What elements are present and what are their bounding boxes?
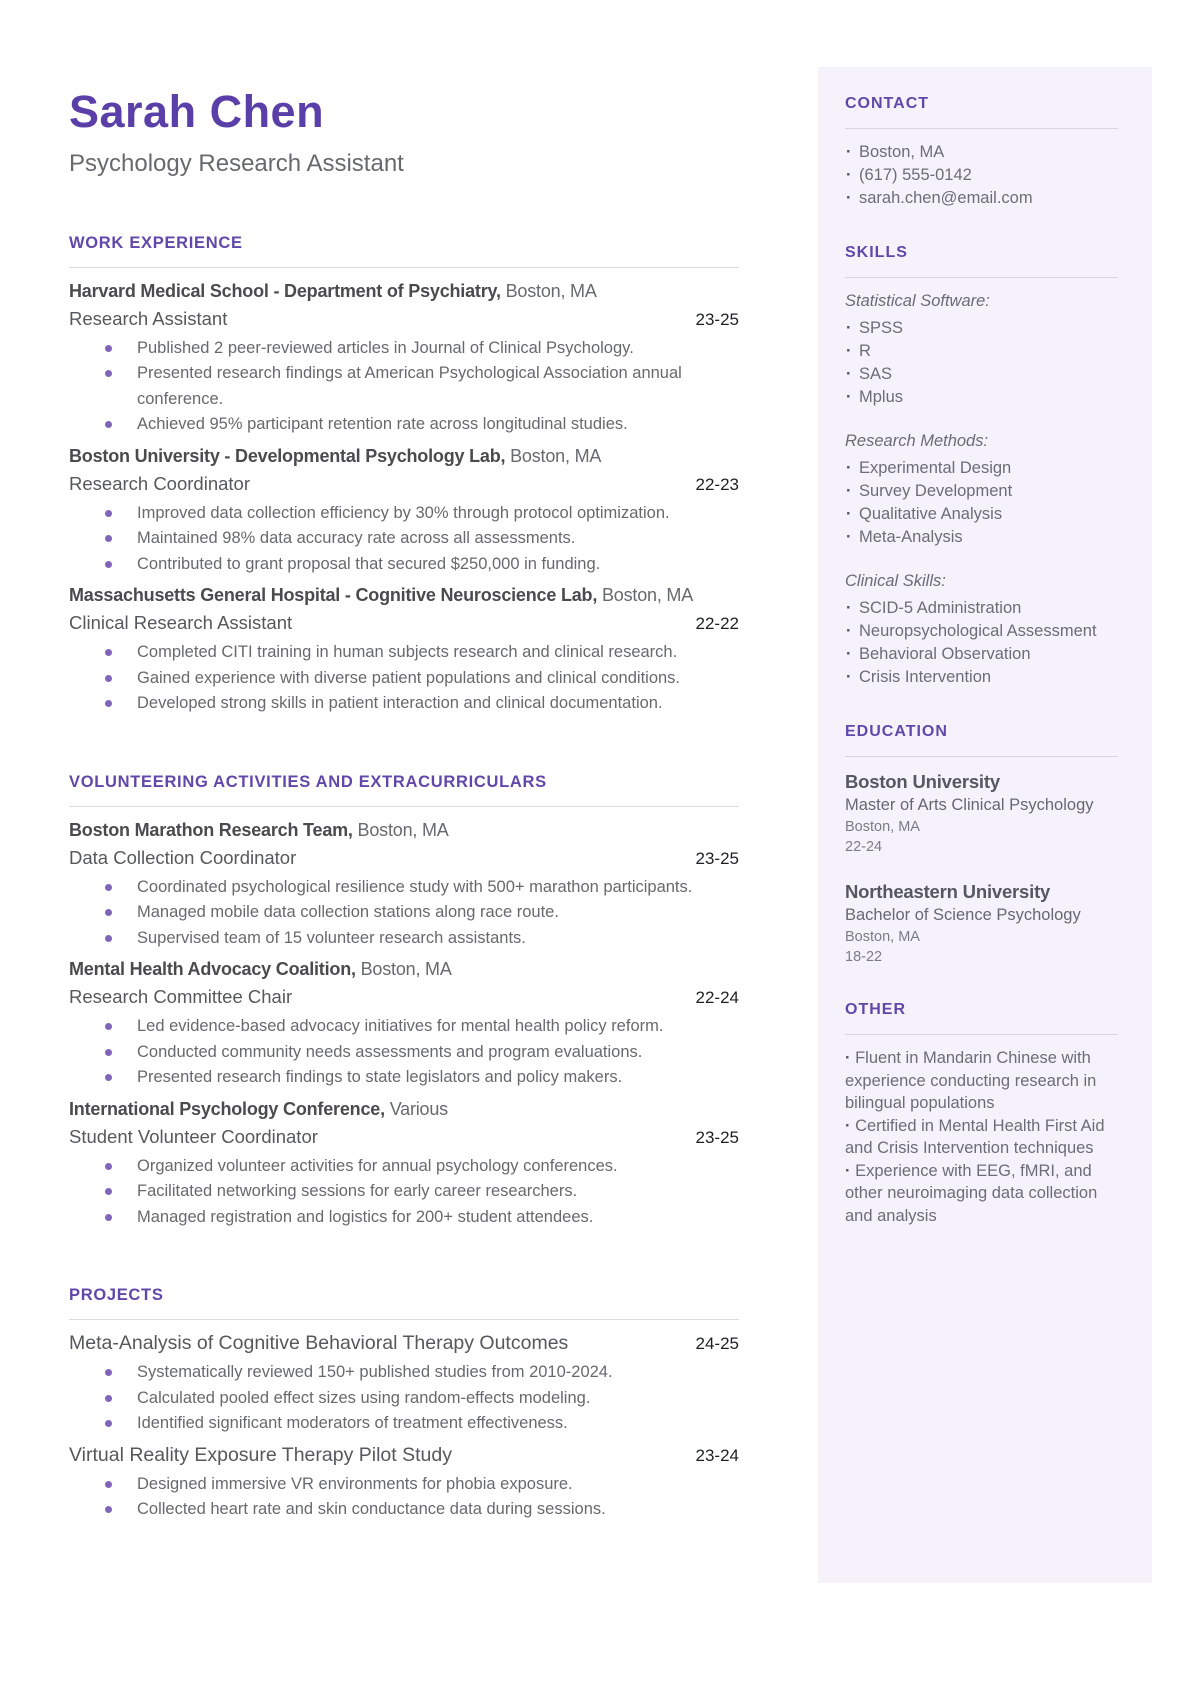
skill-item: · Survey Development bbox=[845, 480, 1118, 503]
bullet-item: Designed immersive VR environments for phobia exposure. bbox=[69, 1472, 739, 1498]
position-row bbox=[69, 983, 739, 1011]
other-item: · Certified in Mental Health First Aid and Crisis Intervention techniques bbox=[845, 1115, 1118, 1160]
skill-item: · Experimental Design bbox=[845, 457, 1118, 480]
bullet-item: Presented research findings to state legislators and policy makers. bbox=[69, 1065, 739, 1091]
date-range: 23-24 bbox=[695, 1445, 739, 1465]
section-divider bbox=[845, 1034, 1118, 1035]
position-title: Research Coordinator bbox=[69, 472, 250, 494]
skill-item: · Neuropsychological Assessment bbox=[845, 620, 1118, 643]
sidebar bbox=[818, 67, 1152, 1583]
position-title: Student Volunteer Coordinator bbox=[69, 1125, 318, 1147]
school-name: Boston University bbox=[845, 771, 1000, 792]
sidebar-section-education bbox=[845, 723, 1118, 967]
school-location: Boston, MA bbox=[845, 819, 920, 835]
company-name: Harvard Medical School - Department of Psychiatry, bbox=[69, 280, 501, 301]
bullet-item: Collected heart rate and skin conductance data during sessions. bbox=[69, 1497, 739, 1523]
education-entries bbox=[845, 769, 1118, 967]
organization-location: Various bbox=[389, 1098, 448, 1119]
degree: Bachelor of Science Psychology bbox=[845, 906, 1081, 924]
entry-header bbox=[69, 956, 739, 983]
sidebar-section-title: EDUCATION bbox=[845, 723, 948, 740]
skill-item: · Behavioral Observation bbox=[845, 643, 1118, 666]
position-title: Research Assistant bbox=[69, 307, 228, 329]
project-title: Virtual Reality Exposure Therapy Pilot Study bbox=[69, 1443, 452, 1466]
position-title: Clinical Research Assistant bbox=[69, 612, 293, 634]
work-entries bbox=[69, 278, 739, 717]
skill-list bbox=[845, 597, 1118, 689]
person-job-title: Psychology Research Assistant bbox=[69, 149, 404, 177]
volunteering-entry bbox=[69, 1096, 739, 1231]
volunteering-entry bbox=[69, 817, 739, 952]
skill-item: · Meta-Analysis bbox=[845, 526, 1118, 549]
position-row bbox=[69, 609, 739, 637]
date-range: 22-24 bbox=[695, 988, 739, 1008]
bullet-item: Identified significant moderators of treatment effectiveness. bbox=[69, 1411, 739, 1437]
bullet-item: Improved data collection efficiency by 30% through protocol optimization. bbox=[69, 501, 739, 527]
contact-item: · Boston, MA bbox=[845, 141, 1118, 164]
organization-location: Boston, MA bbox=[360, 959, 452, 980]
company-location: Boston, MA bbox=[510, 445, 602, 466]
bullet-item: Maintained 98% data accuracy rate across all assessments. bbox=[69, 526, 739, 552]
bullet-item: Systematically reviewed 150+ published studies from 2010-2024. bbox=[69, 1360, 739, 1386]
section-divider bbox=[69, 1319, 739, 1320]
section-title: WORK EXPERIENCE bbox=[69, 233, 243, 252]
contact-list bbox=[845, 141, 1118, 210]
contact-item: · (617) 555-0142 bbox=[845, 164, 1118, 187]
bullet-item: Achieved 95% participant retention rate across longitudinal studies. bbox=[69, 412, 739, 438]
skill-item: · Qualitative Analysis bbox=[845, 503, 1118, 526]
main-column bbox=[69, 0, 739, 1528]
volunteering-entries bbox=[69, 817, 739, 1231]
education-entry bbox=[845, 879, 1118, 967]
skill-group-label: Clinical Skills: bbox=[845, 572, 946, 590]
project-entries bbox=[69, 1330, 739, 1523]
sidebar-section-title: OTHER bbox=[845, 1001, 906, 1018]
sidebar-section-other bbox=[845, 1001, 1118, 1227]
section-work-experience bbox=[69, 234, 739, 717]
entry-header bbox=[69, 817, 739, 844]
project-row bbox=[69, 1442, 739, 1469]
experience-entry bbox=[69, 582, 739, 717]
section-divider bbox=[845, 128, 1118, 129]
entry-header bbox=[69, 1096, 739, 1123]
date-range: 23-25 bbox=[695, 309, 739, 329]
bullet-list bbox=[69, 1014, 739, 1091]
skill-item: · Mplus bbox=[845, 386, 1118, 409]
entry-header bbox=[69, 443, 739, 470]
bullet-item: Facilitated networking sessions for early career researchers. bbox=[69, 1179, 739, 1205]
person-name: Sarah Chen bbox=[69, 86, 325, 137]
project-entry bbox=[69, 1330, 739, 1437]
sidebar-section-title: CONTACT bbox=[845, 95, 930, 112]
bullet-list bbox=[69, 1154, 739, 1231]
school-name: Northeastern University bbox=[845, 881, 1051, 902]
bullet-item: Presented research findings at American Psychological Association annual conference. bbox=[69, 361, 739, 412]
section-divider bbox=[845, 277, 1118, 278]
other-list bbox=[845, 1047, 1118, 1227]
section-title: PROJECTS bbox=[69, 1286, 164, 1305]
position-title: Research Committee Chair bbox=[69, 986, 293, 1008]
school-location: Boston, MA bbox=[845, 929, 920, 945]
organization-name: International Psychology Conference, bbox=[69, 1098, 385, 1119]
degree: Master of Arts Clinical Psychology bbox=[845, 796, 1094, 814]
section-divider bbox=[69, 806, 739, 807]
skill-item: · SCID-5 Administration bbox=[845, 597, 1118, 620]
position-row bbox=[69, 470, 739, 498]
education-dates: 18-22 bbox=[845, 949, 883, 965]
date-range: 23-25 bbox=[695, 1127, 739, 1147]
bullet-item: Managed registration and logistics for 200+ student attendees. bbox=[69, 1205, 739, 1231]
company-name: Boston University - Developmental Psychology Lab, bbox=[69, 445, 506, 466]
bullet-item: Supervised team of 15 volunteer research assistants. bbox=[69, 926, 739, 952]
bullet-list bbox=[69, 1472, 739, 1523]
bullet-item: Coordinated psychological resilience study with 500+ marathon participants. bbox=[69, 875, 739, 901]
bullet-item: Conducted community needs assessments and program evaluations. bbox=[69, 1040, 739, 1066]
skill-item: · SAS bbox=[845, 363, 1118, 386]
bullet-item: Developed strong skills in patient interaction and clinical documentation. bbox=[69, 691, 739, 717]
contact-item: · sarah.chen@email.com bbox=[845, 187, 1118, 210]
skill-list bbox=[845, 317, 1118, 409]
education-entry bbox=[845, 769, 1118, 857]
position-title: Data Collection Coordinator bbox=[69, 846, 297, 868]
organization-name: Mental Health Advocacy Coalition, bbox=[69, 959, 356, 980]
section-title: VOLUNTEERING ACTIVITIES AND EXTRACURRICULARS bbox=[69, 772, 547, 791]
section-projects bbox=[69, 1286, 739, 1523]
bullet-list bbox=[69, 1360, 739, 1437]
section-divider bbox=[845, 756, 1118, 757]
project-title: Meta-Analysis of Cognitive Behavioral Therapy Outcomes bbox=[69, 1332, 569, 1355]
organization-name: Boston Marathon Research Team, bbox=[69, 819, 353, 840]
sidebar-section-title: SKILLS bbox=[845, 244, 908, 261]
education-dates: 22-24 bbox=[845, 839, 883, 855]
sidebar-section-contact bbox=[845, 95, 1118, 210]
company-location: Boston, MA bbox=[505, 280, 597, 301]
skill-item: · SPSS bbox=[845, 317, 1118, 340]
organization-location: Boston, MA bbox=[357, 819, 449, 840]
position-row bbox=[69, 844, 739, 872]
skill-group-label: Research Methods: bbox=[845, 432, 989, 450]
volunteering-entry bbox=[69, 956, 739, 1091]
section-volunteering bbox=[69, 773, 739, 1231]
skill-group bbox=[845, 570, 1118, 689]
skill-list bbox=[845, 457, 1118, 549]
bullet-item: Organized volunteer activities for annual psychology conferences. bbox=[69, 1154, 739, 1180]
date-range: 23-25 bbox=[695, 848, 739, 868]
skill-item: · R bbox=[845, 340, 1118, 363]
bullet-item: Contributed to grant proposal that secured $250,000 in funding. bbox=[69, 552, 739, 578]
project-row bbox=[69, 1330, 739, 1357]
bullet-list bbox=[69, 336, 739, 438]
company-name: Massachusetts General Hospital - Cognitive Neuroscience Lab, bbox=[69, 585, 598, 606]
bullet-list bbox=[69, 640, 739, 717]
bullet-item: Calculated pooled effect sizes using random-effects modeling. bbox=[69, 1386, 739, 1412]
section-divider bbox=[69, 267, 739, 268]
position-row bbox=[69, 305, 739, 333]
skill-item: · Crisis Intervention bbox=[845, 666, 1118, 689]
sidebar-section-skills bbox=[845, 244, 1118, 689]
other-item: · Experience with EEG, fMRI, and other neuroimaging data collection and analysis bbox=[845, 1160, 1118, 1228]
skill-groups bbox=[845, 290, 1118, 689]
date-range: 24-25 bbox=[695, 1334, 739, 1354]
bullet-item: Completed CITI training in human subjects research and clinical research. bbox=[69, 640, 739, 666]
other-item: · Fluent in Mandarin Chinese with experience conducting research in bilingual populations bbox=[845, 1047, 1118, 1115]
position-row bbox=[69, 1123, 739, 1151]
bullet-item: Gained experience with diverse patient populations and clinical conditions. bbox=[69, 666, 739, 692]
company-location: Boston, MA bbox=[601, 585, 694, 606]
entry-header bbox=[69, 278, 739, 305]
skill-group bbox=[845, 290, 1118, 409]
skill-group bbox=[845, 430, 1118, 549]
bullet-list bbox=[69, 875, 739, 952]
bullet-list bbox=[69, 501, 739, 578]
date-range: 22-22 bbox=[695, 614, 739, 634]
date-range: 22-23 bbox=[695, 474, 739, 494]
experience-entry bbox=[69, 278, 739, 438]
bullet-item: Led evidence-based advocacy initiatives for mental health policy reform. bbox=[69, 1014, 739, 1040]
entry-header bbox=[69, 582, 739, 609]
bullet-item: Managed mobile data collection stations along race route. bbox=[69, 900, 739, 926]
project-entry bbox=[69, 1442, 739, 1523]
experience-entry bbox=[69, 443, 739, 578]
bullet-item: Published 2 peer-reviewed articles in Journal of Clinical Psychology. bbox=[69, 336, 739, 362]
skill-group-label: Statistical Software: bbox=[845, 292, 990, 310]
